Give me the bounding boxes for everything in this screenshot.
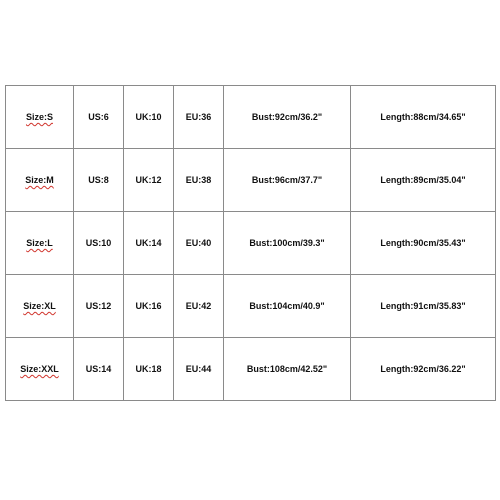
uk-size-cell: UK:10 (124, 86, 174, 149)
bust-cell: Bust:104cm/40.9" (224, 275, 351, 338)
table-row (6, 86, 496, 149)
size-cell (6, 149, 74, 212)
eu-size-cell: EU:40 (174, 212, 224, 275)
us-size-cell: US:10 (74, 212, 124, 275)
size-label: Size:XL (23, 301, 56, 311)
eu-size-cell: EU:44 (174, 338, 224, 401)
bust-cell: Bust:92cm/36.2" (224, 86, 351, 149)
length-cell: Length:89cm/35.04" (351, 149, 496, 212)
table-row (6, 149, 496, 212)
bust-cell: Bust:100cm/39.3" (224, 212, 351, 275)
uk-size-cell: UK:18 (124, 338, 174, 401)
us-size-cell: US:12 (74, 275, 124, 338)
length-cell: Length:92cm/36.22" (351, 338, 496, 401)
size-cell (6, 86, 74, 149)
bust-cell: Bust:96cm/37.7" (224, 149, 351, 212)
table-row (6, 275, 496, 338)
uk-size-cell: UK:12 (124, 149, 174, 212)
length-cell: Length:88cm/34.65" (351, 86, 496, 149)
size-cell (6, 338, 74, 401)
size-chart-table (5, 85, 496, 401)
size-cell (6, 275, 74, 338)
us-size-cell: US:6 (74, 86, 124, 149)
size-label: Size:L (26, 238, 53, 248)
size-label: Size:M (25, 175, 54, 185)
bust-cell: Bust:108cm/42.52" (224, 338, 351, 401)
length-cell: Length:90cm/35.43" (351, 212, 496, 275)
us-size-cell: US:8 (74, 149, 124, 212)
eu-size-cell: EU:38 (174, 149, 224, 212)
table-row (6, 212, 496, 275)
size-label: Size:S (25, 112, 53, 122)
uk-size-cell: UK:14 (124, 212, 174, 275)
size-cell (6, 212, 74, 275)
length-cell: Length:91cm/35.83" (351, 275, 496, 338)
uk-size-cell: UK:16 (124, 275, 174, 338)
us-size-cell: US:14 (74, 338, 124, 401)
eu-size-cell: EU:42 (174, 275, 224, 338)
table-row (6, 338, 496, 401)
eu-size-cell: EU:36 (174, 86, 224, 149)
size-label: Size:XXL (20, 364, 59, 374)
